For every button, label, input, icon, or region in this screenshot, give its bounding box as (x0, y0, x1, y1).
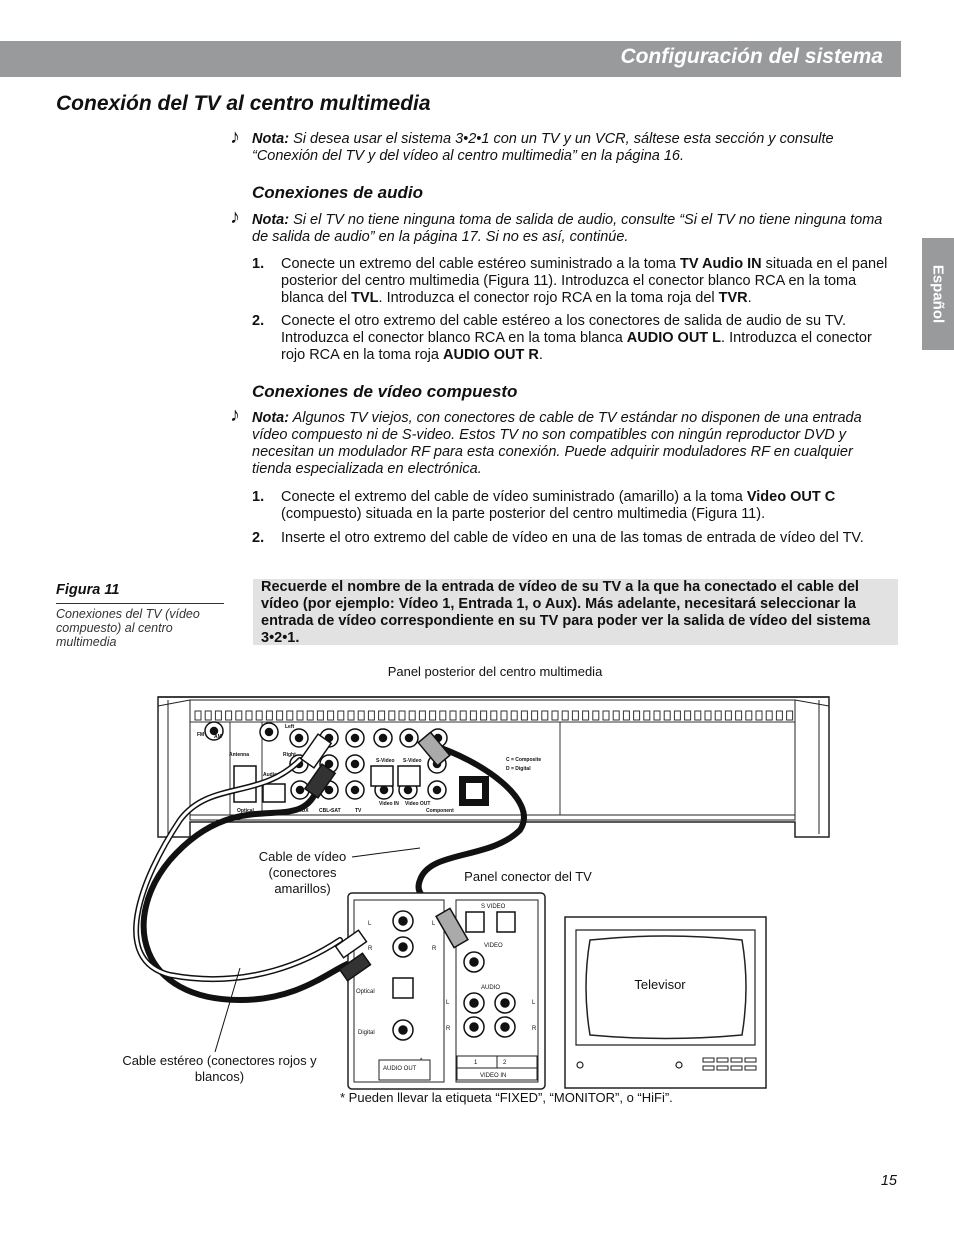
tv-button (717, 1058, 728, 1062)
tv-label-audio-out: AUDIO OUT (383, 1066, 417, 1072)
tv-optical-port (393, 978, 413, 998)
note-text: Si desea usar el sistema 3•2•1 con un TV y un VCR, sáltese esta sección y consulte “Conexión del TV y del vídeo al centro multimedia” en la página 16. (252, 131, 834, 164)
tv-label-video-in: VIDEO IN (480, 1073, 507, 1079)
step-bold: AUDIO OUT L (626, 330, 722, 346)
tv-button (731, 1066, 742, 1070)
rear-label-am: AM (214, 734, 222, 740)
tv-panel-label: Panel conector del TV (464, 869, 592, 884)
tv-button (717, 1066, 728, 1070)
rear-label-video-in: Video IN (379, 801, 399, 807)
step-text: . Introduzca el conector rojo RCA en la toma roja del (378, 290, 719, 306)
rca-jack-pin (297, 787, 304, 794)
tv-label-digital: Digital (358, 1030, 375, 1036)
tv-rca-jack-pin (470, 999, 478, 1007)
svideo-jack (371, 766, 393, 786)
note-text: Si el TV no tiene ninguna toma de salida de audio, consulte “Si el TV no tiene ninguna toma de salida de audio” en la página 17. Si no es así, continúe. (252, 212, 883, 245)
rca-jack-pin (434, 787, 441, 794)
tv-button (731, 1058, 742, 1062)
step-text: . (747, 290, 752, 306)
tv-label: Televisor (634, 977, 686, 992)
rear-label-video-out: Video OUT (405, 801, 431, 807)
rear-label-svideo-1: S-Video (376, 758, 395, 764)
rca-jack-pin (266, 729, 273, 736)
step-number: 2. (252, 313, 265, 329)
television (565, 917, 766, 1088)
rca-jack-pin (352, 761, 359, 768)
note-icon: ♪ (230, 404, 240, 426)
tv-label-audio: AUDIO (481, 985, 501, 991)
step-text: . Introduzca el conector rojo RCA en la toma roja (281, 330, 872, 363)
audio-title: Conexiones de audio (252, 183, 423, 202)
note-label: Nota: (252, 410, 290, 426)
tv-label-r: R (368, 946, 373, 952)
tv-rca-jack-pin (399, 1026, 407, 1034)
rear-label-component: Component (426, 808, 454, 814)
rca-jack-pin (406, 735, 413, 742)
rear-label-left: Left (285, 724, 295, 730)
tv-label-in-l-right: L (532, 1000, 536, 1006)
rca-jack-pin (405, 787, 412, 794)
step-bold: Video OUT C (746, 489, 836, 505)
tv-label-svideo: S VIDEO (481, 904, 506, 910)
rear-label-svideo-2: S-Video (403, 758, 422, 764)
tv-label-video: VIDEO (484, 943, 503, 949)
rca-jack-pin (296, 735, 303, 742)
rca-jack-pin (381, 787, 388, 794)
tv-svideo-jack (466, 912, 484, 932)
tv-button (745, 1058, 756, 1062)
step-text: situada en el panel posterior del centro multimedia (Figura 11). Introduzca el conector blanco RCA en la toma blanca del (281, 256, 888, 306)
rear-panel-label: Panel posterior del centro multimedia (387, 664, 603, 679)
svideo-jack (398, 766, 420, 786)
step-bold: TV Audio IN (679, 256, 762, 272)
video-cable-label: Cable de vídeo (conectores amarillos) (258, 849, 347, 896)
tv-rca-jack-pin (501, 1023, 509, 1031)
step-text: (compuesto) situada en la parte posterior del centro multimedia (Figura 11). (281, 506, 766, 522)
rear-label-tv: TV (355, 808, 362, 814)
step-number: 2. (252, 530, 265, 546)
video-title: Conexiones de vídeo compuesto (252, 382, 518, 401)
header-title: Configuración del sistema (620, 45, 883, 68)
step-number: 1. (252, 489, 265, 505)
tv-rca-jack-pin (470, 958, 478, 966)
tv-button (703, 1058, 714, 1062)
stereo-cable-label: Cable estéreo (conectores rojos y blancos) (122, 1053, 317, 1084)
tv-label-l-right: L (432, 921, 436, 927)
rca-jack-pin (326, 787, 333, 794)
tv-label-star: * (420, 1058, 423, 1064)
rear-label-antenna: Antenna (229, 752, 249, 758)
reminder-text: Recuerde el nombre de la entrada de vídeo de su TV a la que ha conectado el cable del vídeo (por ejemplo: Vídeo 1, Entrada 1, o Aux). Más adelante, necesitará seleccionar la entrada de vídeo correspondiente en su TV para poder ver la salida de vídeo del sistema 3•2•1. (261, 579, 871, 646)
note-label: Nota: (252, 131, 290, 147)
rear-label-audio-in: Audio IN (263, 772, 284, 778)
rca-jack-pin (352, 735, 359, 742)
rear-label-digital: D = Digital (506, 766, 531, 772)
rear-label-aux: AUX (298, 808, 309, 814)
optical-in-port (263, 784, 285, 802)
step-bold: TVL (351, 290, 379, 306)
step-text: Conecte el extremo del cable de vídeo suministrado (amarillo) a la toma (281, 489, 747, 505)
rear-label-right: Right (283, 752, 296, 758)
figure-label: Figura 11 (56, 582, 120, 598)
rear-label-composite: C = Composite (506, 757, 542, 763)
tv-label-in-1: 1 (474, 1060, 478, 1066)
rear-label-cbl-sat: CBL•SAT (319, 808, 341, 814)
page-number: 15 (880, 1173, 897, 1189)
tv-label-in-r-right: R (532, 1026, 537, 1032)
footnote: * Pueden llevar la etiqueta “FIXED”, “MONITOR”, o “HiFi”. (340, 1090, 673, 1105)
rca-jack-pin (352, 787, 359, 794)
tv-button (745, 1066, 756, 1070)
tv-rca-jack-pin (470, 1023, 478, 1031)
step-text: Conecte el otro extremo del cable estéreo a los conectores de salida de audio de su TV. Introduzca el conector blanco RCA en la toma blanca (281, 313, 847, 346)
tv-label-l: L (368, 921, 372, 927)
step-text: . (538, 347, 543, 363)
optical-port-inner (466, 783, 482, 799)
rear-label-fm: FM (197, 732, 205, 738)
tv-svideo-jack (497, 912, 515, 932)
tv-label-optical: Optical (356, 989, 375, 995)
tv-power-icon (577, 1062, 583, 1068)
tv-sensor-icon (676, 1062, 682, 1068)
step-text: Inserte el otro extremo del cable de vídeo en una de las tomas de entrada de vídeo del TV. (281, 530, 864, 546)
note-text: Algunos TV viejos, con conectores de cable de TV estándar no disponen de una entrada vídeo compuesto ni de S-video. Estos TV no son compatibles con ningún reproductor DVD y necesitan un modulador RF para esta conexión. Puede adquirir moduladores RF en cualquier tienda especializada en electrónica. (252, 410, 862, 477)
step-bold: AUDIO OUT R (443, 347, 539, 363)
step-text: Conecte un extremo del cable estéreo suministrado a la toma (281, 256, 680, 272)
tv-rca-jack-pin (399, 917, 407, 925)
figure-caption: Conexiones del TV (vídeo compuesto) al centro multimedia (56, 607, 200, 649)
tv-label-in-l: L (446, 1000, 450, 1006)
tv-rca-jack-pin (501, 999, 509, 1007)
tv-label-r-right: R (432, 946, 437, 952)
section-title: Conexión del TV al centro multimedia (56, 92, 431, 115)
tv-label-in-r: R (446, 1026, 451, 1032)
step-bold: TVR (718, 290, 748, 306)
tv-rca-jack-pin (399, 943, 407, 951)
note-icon: ♪ (230, 126, 240, 148)
language-tab-label: Español (929, 264, 947, 324)
rear-label-optical: Optical (237, 808, 254, 814)
note-icon: ♪ (230, 206, 240, 228)
step-number: 1. (252, 256, 265, 272)
rca-jack-pin (380, 735, 387, 742)
tv-button (703, 1066, 714, 1070)
tv-label-in-2: 2 (503, 1060, 507, 1066)
note-label: Nota: (252, 212, 290, 228)
